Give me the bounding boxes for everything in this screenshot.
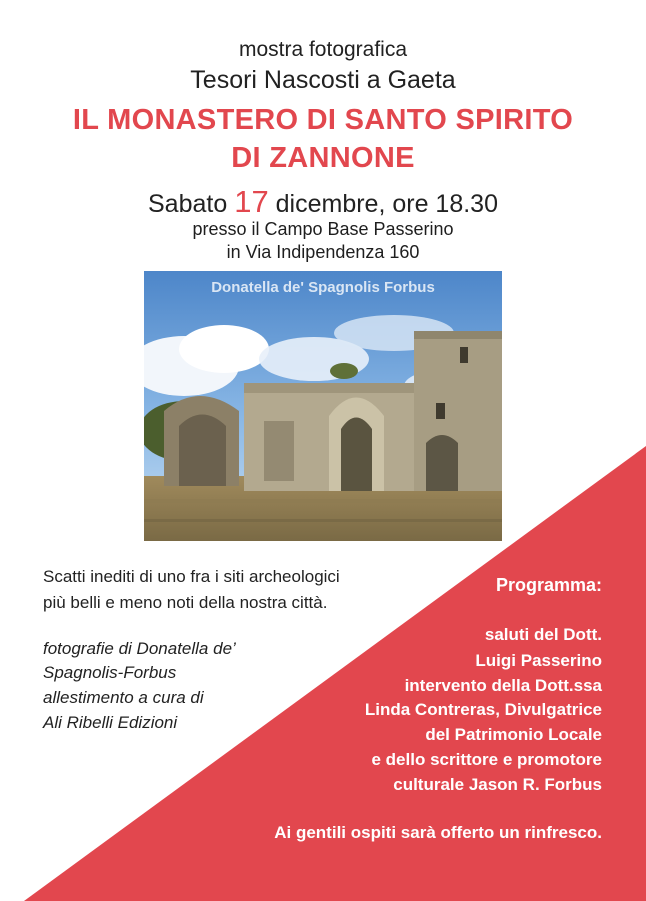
date-day: 17 [234, 184, 269, 219]
programme-line: saluti del Dott. [484, 625, 602, 644]
refreshment-note: Ai gentili ospiti sarà offerto un rinfresco. [274, 823, 602, 842]
programme-line: Luigi Passerino [475, 651, 602, 670]
credits-line-3: allestimento a cura di [43, 688, 204, 707]
programme-heading: Programma: [495, 575, 602, 595]
monastery-photo [144, 271, 502, 541]
credits-line-2: Spagnolis-Forbus [43, 663, 177, 682]
programme-line: e dello scrittore e promotore [371, 750, 602, 769]
credits-line-4: Ali Ribelli Edizioni [43, 713, 178, 732]
programme-line: Linda Contreras, Divulgatrice [364, 700, 602, 719]
description-line-2: più belli e meno noti della nostra città. [43, 593, 328, 612]
programme-line: culturale Jason R. Forbus [393, 775, 602, 794]
venue-line-1: presso il Campo Base Passerino [192, 219, 454, 239]
date-weekday: Sabato [148, 190, 228, 218]
programme-line: intervento della Dott.ssa [404, 676, 602, 695]
main-title-line-2: DI ZANNONE [231, 142, 415, 174]
description-line-1: Scatti inediti di uno fra i siti archeologici [43, 567, 340, 586]
exhibition-name: Tesori Nascosti a Gaeta [190, 66, 456, 94]
programme-line: del Patrimonio Locale [425, 725, 602, 744]
event-date [0, 184, 646, 220]
photo-watermark: Donatella de' Spagnolis Forbus [211, 279, 435, 296]
date-rest: dicembre, ore 18.30 [275, 190, 498, 218]
credits-line-1: fotografie di Donatella de’ [43, 639, 236, 658]
main-title-line-1: IL MONASTERO DI SANTO SPIRITO [72, 104, 574, 136]
venue-line-2: in Via Indipendenza 160 [226, 242, 420, 262]
subtitle: mostra fotografica [238, 38, 408, 61]
